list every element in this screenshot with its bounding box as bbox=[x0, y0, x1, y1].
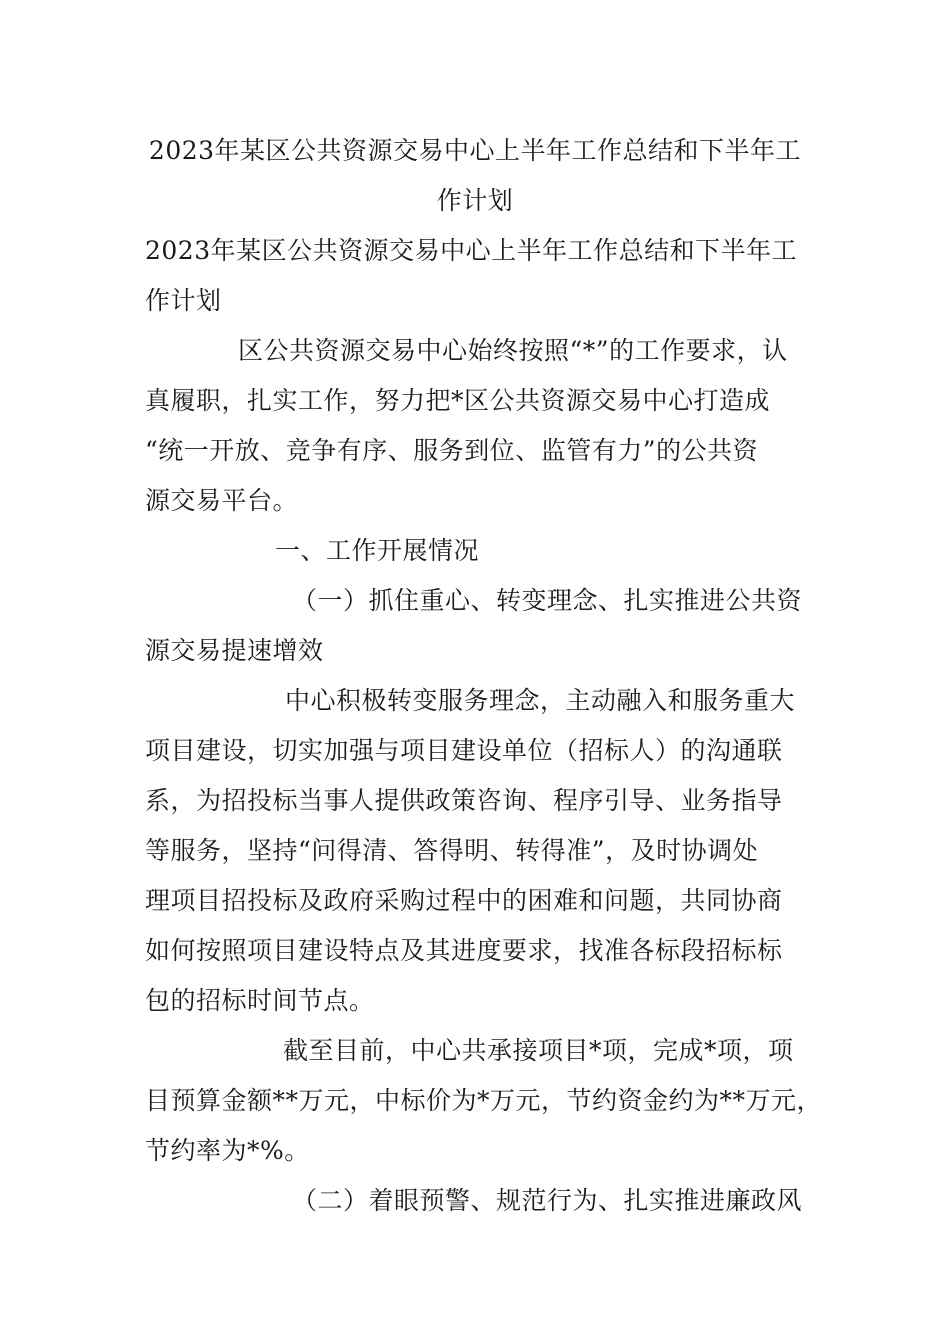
intro-line-4: 源交易平台。 bbox=[145, 486, 299, 515]
paragraph-2-line-2: 目预算金额**万元，中标价为*万元，节约资金约为**万元， bbox=[145, 1086, 823, 1115]
section-1-heading: 一、工作开展情况 bbox=[275, 536, 480, 565]
paragraph-2-line-1: 截至目前，中心共承接项目*项，完成*项，项 bbox=[283, 1036, 794, 1065]
document-subtitle-line-2: 作计划 bbox=[145, 286, 222, 315]
paragraph-2-line-3: 节约率为*%。 bbox=[145, 1136, 310, 1165]
paragraph-1-line-3: 系，为招投标当事人提供政策咨询、程序引导、业务指导 bbox=[145, 786, 783, 815]
intro-line-1: 区公共资源交易中心始终按照“*”的工作要求，认 bbox=[238, 336, 788, 365]
intro-line-3: “统一开放、竞争有序、服务到位、监管有力”的公共资 bbox=[145, 436, 759, 465]
paragraph-1-line-4: 等服务，坚持“问得清、答得明、转得准”，及时协调处 bbox=[145, 836, 759, 865]
document-title-line-1: 2023年某区公共资源交易中心上半年工作总结和下半年工 bbox=[148, 136, 802, 165]
paragraph-1-line-6: 如何按照项目建设特点及其进度要求，找准各标段招标标 bbox=[145, 936, 783, 965]
intro-line-2: 真履职，扎实工作，努力把*区公共资源交易中心打造成 bbox=[145, 386, 771, 415]
subsection-1-heading-line-1: （一）抓住重心、转变理念、扎实推进公共资 bbox=[292, 586, 803, 615]
document-title-line-2: 作计划 bbox=[436, 186, 514, 215]
paragraph-1-line-7: 包的招标时间节点。 bbox=[145, 986, 375, 1015]
subsection-2-heading-line-1: （二）着眼预警、规范行为、扎实推进廉政风 bbox=[292, 1186, 803, 1215]
paragraph-1-line-5: 理项目招投标及政府采购过程中的困难和问题，共同协商 bbox=[145, 886, 783, 915]
paragraph-1-line-2: 项目建设，切实加强与项目建设单位（招标人）的沟通联 bbox=[145, 736, 783, 765]
subsection-1-heading-line-2: 源交易提速增效 bbox=[145, 636, 324, 665]
paragraph-1-line-1: 中心积极转变服务理念，主动融入和服务重大 bbox=[285, 686, 796, 715]
document-subtitle-line-1: 2023年某区公共资源交易中心上半年工作总结和下半年工 bbox=[145, 236, 798, 265]
